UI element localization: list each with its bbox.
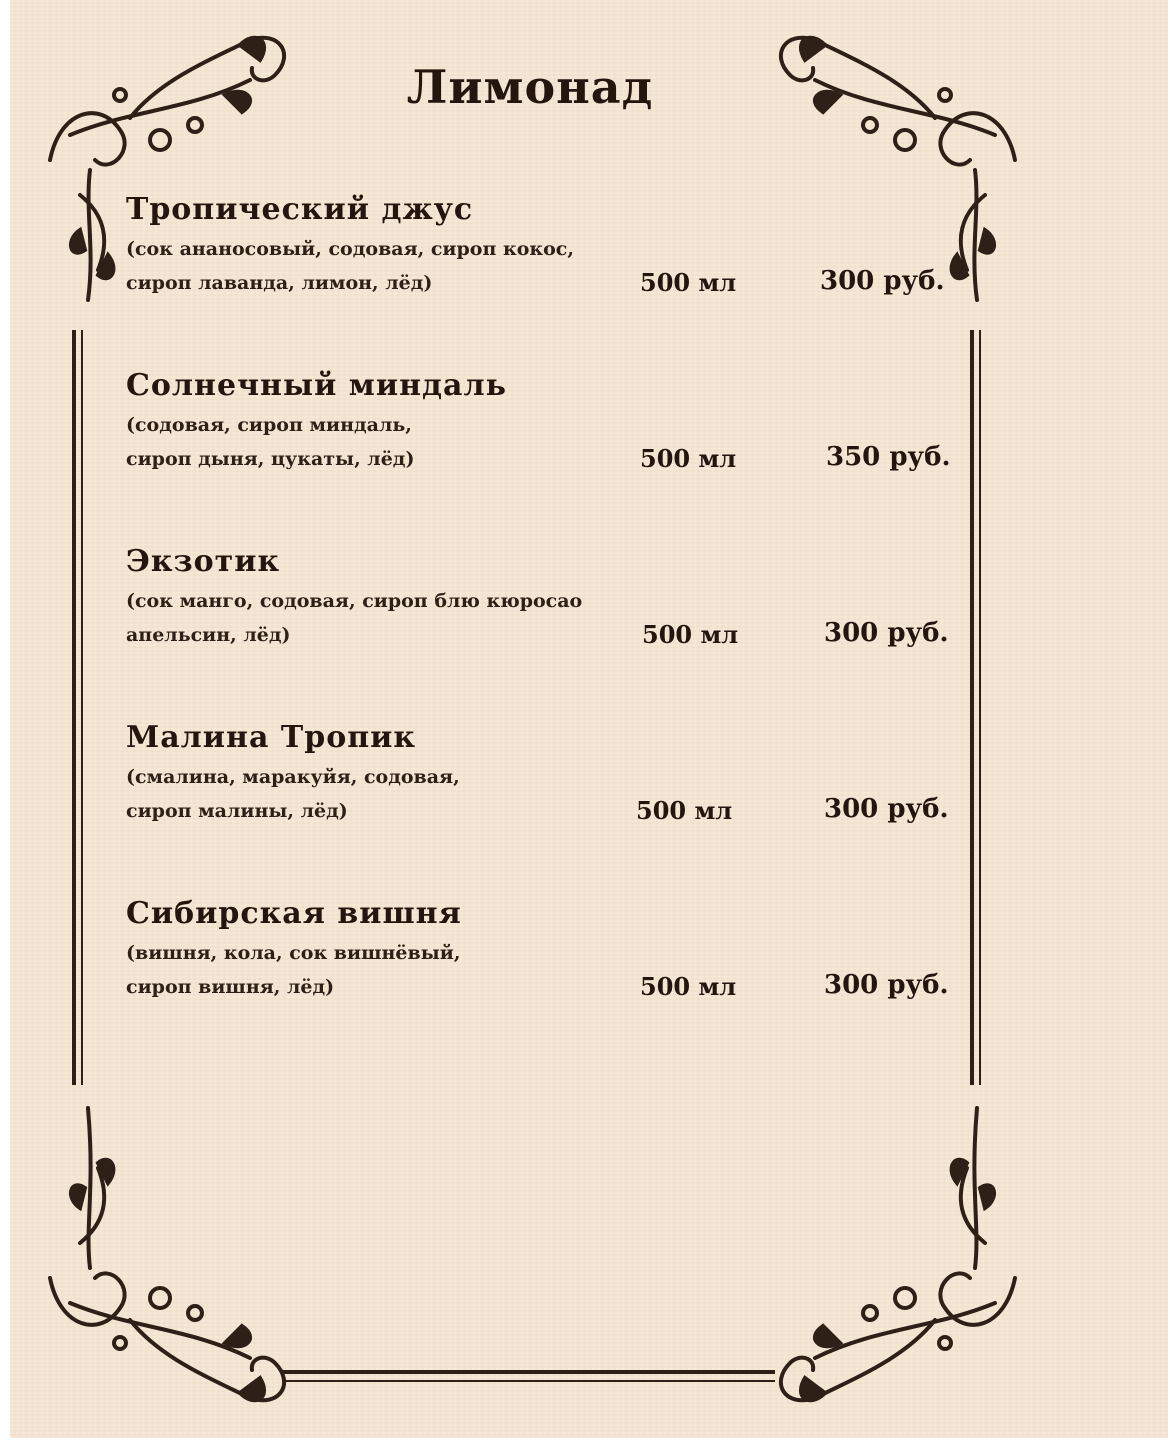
item-ingredients-line2: сироп лаванда, лимон, лёд) xyxy=(126,272,433,294)
page-title: Лимонад xyxy=(406,60,654,114)
menu-item xyxy=(126,544,956,674)
item-ingredients-line1: (содовая, сироп миндаль, xyxy=(126,414,412,436)
menu-item xyxy=(126,368,956,498)
item-volume: 500 мл xyxy=(636,796,733,825)
item-name: Экзотик xyxy=(126,544,281,579)
item-name: Сибирская вишня xyxy=(126,896,462,931)
item-price: 350 руб. xyxy=(826,442,951,472)
item-ingredients-line2: сироп малины, лёд) xyxy=(126,800,348,822)
item-name: Солнечный миндаль xyxy=(126,368,507,403)
item-volume: 500 мл xyxy=(640,972,737,1001)
item-name: Малина Тропик xyxy=(126,720,417,755)
item-ingredients-line2: сироп вишня, лёд) xyxy=(126,976,335,998)
flourish-bottom-left-icon xyxy=(50,1108,284,1400)
item-ingredients-line1: (сок ананосовый, содовая, сироп кокос, xyxy=(126,238,574,260)
menu-item xyxy=(126,192,956,322)
item-name: Тропический джус xyxy=(126,192,474,227)
item-ingredients-line1: (смалина, маракуйя, содовая, xyxy=(126,766,460,788)
menu-item xyxy=(126,896,956,1026)
menu-item xyxy=(126,720,956,850)
item-volume: 500 мл xyxy=(642,620,739,649)
item-ingredients-line2: апельсин, лёд) xyxy=(126,624,291,646)
item-ingredients-line2: сироп дыня, цукаты, лёд) xyxy=(126,448,415,470)
item-price: 300 руб. xyxy=(820,266,945,296)
flourish-bottom-right-icon xyxy=(781,1108,1015,1400)
item-ingredients-line1: (сок манго, содовая, сироп блю кюросао xyxy=(126,590,583,612)
item-volume: 500 мл xyxy=(640,268,737,297)
item-ingredients-line1: (вишня, кола, сок вишнёвый, xyxy=(126,942,461,964)
item-price: 300 руб. xyxy=(824,970,949,1000)
item-volume: 500 мл xyxy=(640,444,737,473)
item-price: 300 руб. xyxy=(824,794,949,824)
item-price: 300 руб. xyxy=(824,618,949,648)
